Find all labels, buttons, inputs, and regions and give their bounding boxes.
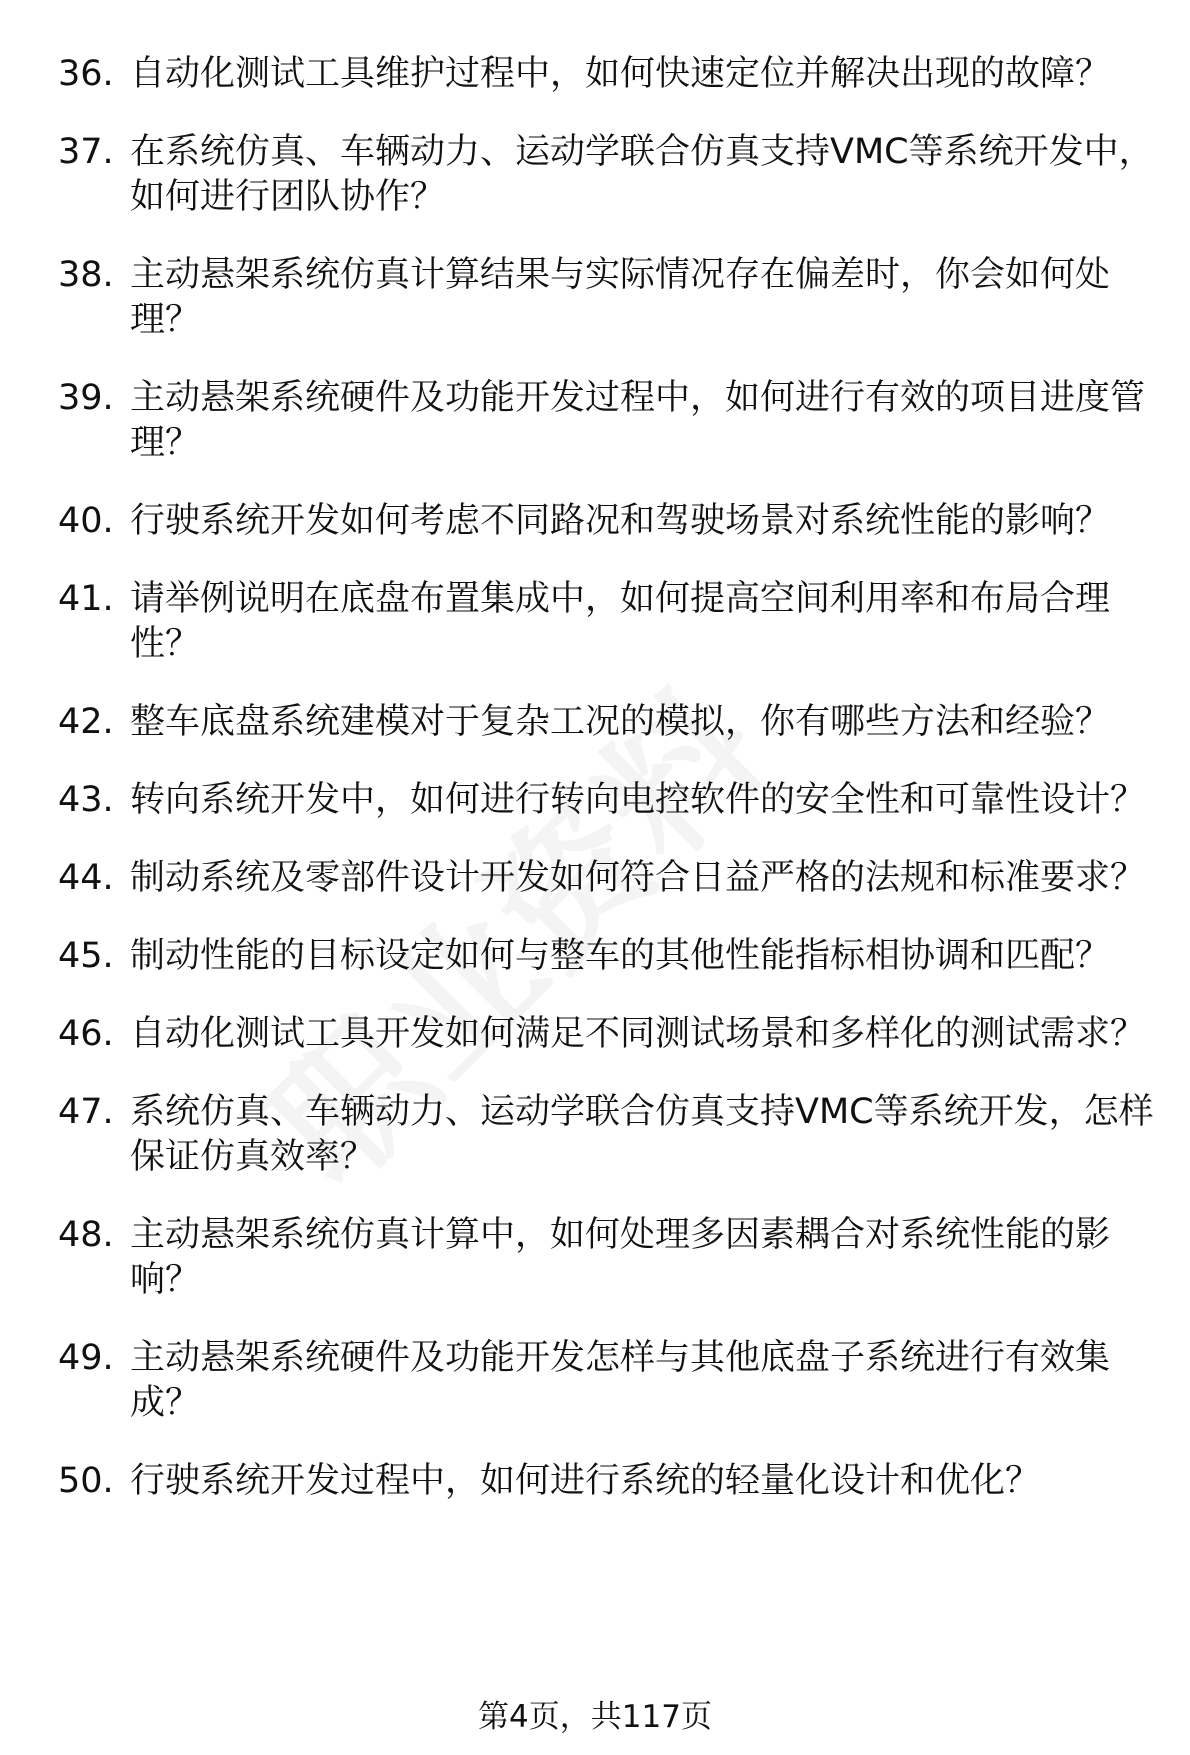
question-item [58, 700, 1158, 745]
question-text: 请举例说明在底盘布置集成中，如何提高空间利用率和布局合理性？ [130, 579, 1111, 664]
question-number: 41. [58, 579, 114, 619]
question-text: 自动化测试工具开发如何满足不同测试场景和多样化的测试需求？ [130, 1014, 1146, 1054]
question-number: 45. [58, 936, 114, 976]
question-item [58, 1213, 1158, 1303]
question-number: 40. [58, 501, 114, 541]
question-text: 主动悬架系统硬件及功能开发过程中，如何进行有效的项目进度管理？ [130, 378, 1146, 463]
question-text: 制动系统及零部件设计开发如何符合日益严格的法规和标准要求？ [130, 858, 1146, 898]
question-item [58, 934, 1158, 979]
question-item [58, 1012, 1158, 1057]
question-text: 制动性能的目标设定如何与整车的其他性能指标相协调和匹配？ [130, 936, 1111, 976]
question-number: 39. [58, 378, 114, 418]
question-number: 49. [58, 1338, 114, 1378]
question-item [58, 253, 1158, 343]
question-text: 主动悬架系统硬件及功能开发怎样与其他底盘子系统进行有效集成？ [130, 1338, 1111, 1423]
question-number: 43. [58, 780, 114, 820]
page-number-footer: 第4页，共117页 [478, 1699, 712, 1735]
question-item [58, 856, 1158, 901]
question-item [58, 778, 1158, 823]
question-text: 转向系统开发中，如何进行转向电控软件的安全性和可靠性设计？ [130, 780, 1146, 820]
question-number: 42. [58, 702, 114, 742]
question-number: 44. [58, 858, 114, 898]
question-text: 行驶系统开发如何考虑不同路况和驾驶场景对系统性能的影响？ [130, 501, 1111, 541]
question-item [58, 577, 1158, 667]
question-text: 整车底盘系统建模对于复杂工况的模拟，你有哪些方法和经验？ [130, 702, 1111, 742]
question-number: 46. [58, 1014, 114, 1054]
question-item [58, 52, 1158, 97]
question-item [58, 1336, 1158, 1426]
question-text: 自动化测试工具维护过程中，如何快速定位并解决出现的故障？ [130, 54, 1111, 94]
question-number: 37. [58, 132, 114, 172]
question-text: 行驶系统开发过程中，如何进行系统的轻量化设计和优化？ [130, 1461, 1041, 1501]
question-list [58, 52, 1158, 1537]
question-item [58, 1459, 1158, 1504]
question-item [58, 499, 1158, 544]
question-item [58, 376, 1158, 466]
question-number: 38. [58, 255, 114, 295]
question-text: 主动悬架系统仿真计算中，如何处理多因素耦合对系统性能的影响？ [130, 1215, 1111, 1300]
question-item [58, 130, 1158, 220]
question-number: 48. [58, 1215, 114, 1255]
question-text: 主动悬架系统仿真计算结果与实际情况存在偏差时，你会如何处理？ [130, 255, 1111, 340]
question-text: 系统仿真、车辆动力、运动学联合仿真支持VMC等系统开发，怎样保证仿真效率？ [130, 1092, 1154, 1177]
question-number: 50. [58, 1461, 114, 1501]
question-number: 47. [58, 1092, 114, 1132]
question-number: 36. [58, 54, 114, 94]
question-text: 在系统仿真、车辆动力、运动学联合仿真支持VMC等系统开发中，如何进行团队协作？ [130, 132, 1154, 217]
question-item [58, 1090, 1158, 1180]
